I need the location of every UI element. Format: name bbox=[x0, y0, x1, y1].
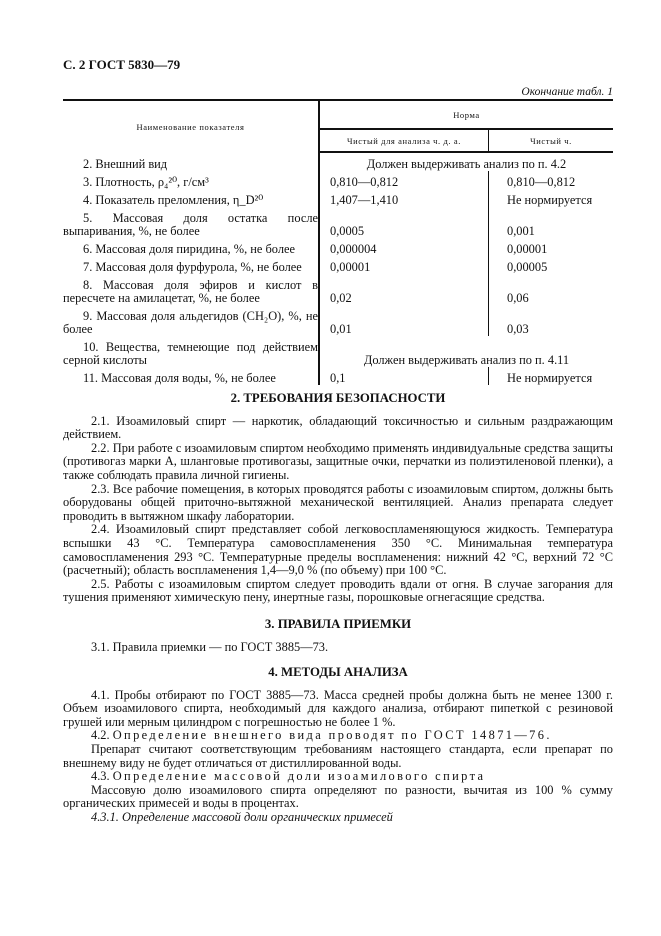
row-value-a: 0,00001 bbox=[330, 260, 371, 274]
row-value-b: 0,00001 bbox=[489, 238, 614, 256]
col-a-header: Чистый для анализа ч. д. а. bbox=[319, 129, 489, 152]
paragraph: 2.1. Изоамиловый спирт — наркотик, обладающий токсичностью и сильным раздражающим действием. bbox=[63, 413, 613, 442]
row-value-b: 0,001 bbox=[489, 207, 614, 238]
row-value-b: Не нормируется bbox=[489, 367, 614, 385]
paragraph: Массовую долю изоамилового спирта определяют по разности, вычитая из 100 % сумму органических примесей и воды в процентах. bbox=[63, 782, 613, 811]
row-value-a: 0,1 bbox=[330, 371, 346, 385]
row-value-b: Не нормируется bbox=[489, 189, 614, 207]
row-value-a: 1,407—1,410 bbox=[330, 193, 399, 207]
row-merged-value: Должен выдерживать анализ по п. 4.2 bbox=[366, 157, 567, 171]
row-value-a: 0,0005 bbox=[330, 224, 365, 238]
table-row bbox=[63, 152, 613, 171]
row-value-b: 0,03 bbox=[489, 305, 614, 336]
row-name-text: 10. Вещества, темнеющие под действием серной кислоты bbox=[63, 340, 318, 367]
table-row bbox=[63, 256, 613, 274]
row-name bbox=[63, 274, 319, 305]
row-name-text: 11. Массовая доля воды, %, не более bbox=[83, 371, 276, 385]
table-row bbox=[63, 336, 613, 367]
paragraph bbox=[63, 729, 613, 743]
row-name-text: 2. Внешний вид bbox=[83, 157, 168, 171]
paragraph: 2.5. Работы с изоамиловым спиртом следует проводить вдали от огня. В случае загорания для тушения применяют химическую пену, инертные газы, порошковые огнегасящие средства. bbox=[63, 576, 613, 605]
col-b-header: Чистый ч. bbox=[489, 129, 614, 152]
table-row bbox=[63, 305, 613, 336]
row-value-b: 0,06 bbox=[489, 274, 614, 305]
row-name bbox=[63, 367, 319, 385]
paragraph: 2.2. При работе с изоамиловым спиртом необходимо применять индивидуальные средства защиты (противогаз марки А, шланговые противогазы, защитные очки, перчатки из полиэтиленовой пленки), а также соблюдать правила личной гигиены. bbox=[63, 440, 613, 482]
paragraph: 2.4. Изоамиловый спирт представляет собой легковоспламеняющуюся жидкость. Температура вспышки 43 °С. Температура самовоспламенения 350 °С. Минимальная температура самовоспламенения 293 °С. Температурные пределы воспламенения: нижний 42 °С, верхний 72 °С (расчетный); область воспламенения 1,4—9,0 % (по объему) при 100 °С. bbox=[63, 522, 613, 578]
row-value-a: 0,810—0,812 bbox=[330, 175, 399, 189]
table-caption: Окончание табл. 1 bbox=[521, 86, 613, 98]
row-name-text: 8. Массовая доля эфиров и кислот в пересчете на амилацетат, %, не более bbox=[63, 278, 318, 305]
row-name-text: 9. Массовая доля альдегидов (CH₂O), %, не более bbox=[63, 309, 318, 336]
paragraph bbox=[63, 770, 613, 784]
spaced-text: Определение массовой доли изоамилового спирта bbox=[112, 769, 486, 784]
row-name bbox=[63, 171, 319, 189]
paragraph: 3.1. Правила приемки — по ГОСТ 3885—73. bbox=[91, 639, 329, 654]
paragraph: 4.1. Пробы отбирают по ГОСТ 3885—73. Масса средней пробы должна быть не менее 1300 г. Объем изоамилового спирта, необходимый для каждого анализа, отбирают пипеткой с резиновой грушей или мерным цилиндром с погрешностью не более 1 %. bbox=[63, 687, 613, 729]
specs-table bbox=[63, 99, 613, 385]
col-norm-header: Норма bbox=[319, 100, 613, 129]
row-name-text: 4. Показатель преломления, η_D²⁰ bbox=[83, 193, 264, 207]
row-value-a: 0,01 bbox=[330, 322, 352, 336]
row-name-text: 6. Массовая доля пиридина, %, не более bbox=[83, 242, 296, 256]
row-name bbox=[63, 256, 319, 274]
paragraph: 2.3. Все рабочие помещения, в которых проводятся работы с изоамиловым спиртом, должны быть оборудованы общей приточно-вытяжной механической вентиляцией. Анализ препарата следует проводить в вытяжном шкафу лаборатории. bbox=[63, 481, 613, 523]
row-name bbox=[63, 207, 319, 238]
table-row bbox=[63, 207, 613, 238]
table-row bbox=[63, 171, 613, 189]
row-value-b: 0,810—0,812 bbox=[489, 171, 614, 189]
row-name bbox=[63, 336, 319, 367]
section-3-title: 3. ПРАВИЛА ПРИЕМКИ bbox=[264, 616, 412, 631]
section-4-title: 4. МЕТОДЫ АНАЛИЗА bbox=[268, 665, 408, 680]
table-row bbox=[63, 189, 613, 207]
table-row bbox=[63, 367, 613, 385]
clause-number: 4.3. bbox=[91, 769, 110, 784]
row-value-a: 0,000004 bbox=[330, 242, 377, 256]
row-value-a: 0,02 bbox=[330, 291, 352, 305]
paragraph: 4.3.1. Определение массовой доли органических примесей bbox=[91, 810, 393, 825]
row-name-text: 7. Массовая доля фурфурола, %, не более bbox=[83, 260, 302, 274]
spaced-text: Определение внешнего вида проводят по ГОСТ 14871—76. bbox=[112, 728, 552, 743]
paragraph: Препарат считают соответствующим требованиям настоящего стандарта, если препарат по внешнему виду не будет отличаться от дистиллированной воды. bbox=[63, 742, 613, 770]
page-header: С. 2 ГОСТ 5830—79 bbox=[63, 57, 181, 72]
row-name-text: 5. Массовая доля остатка после выпаривания, %, не более bbox=[63, 211, 318, 238]
table-row bbox=[63, 238, 613, 256]
row-name bbox=[63, 238, 319, 256]
row-merged-value: Должен выдерживать анализ по п. 4.11 bbox=[363, 353, 570, 367]
clause-number: 4.2. bbox=[91, 728, 110, 743]
row-name bbox=[63, 305, 319, 336]
col-name-header: Наименование показателя bbox=[63, 100, 319, 152]
row-value-b: 0,00005 bbox=[489, 256, 614, 274]
row-name-text: 3. Плотность, ρ₄²⁰, г/см³ bbox=[83, 175, 209, 189]
table-row bbox=[63, 274, 613, 305]
row-name bbox=[63, 152, 319, 171]
document-body bbox=[63, 392, 613, 825]
row-name bbox=[63, 189, 319, 207]
section-2-title: 2. ТРЕБОВАНИЯ БЕЗОПАСНОСТИ bbox=[230, 391, 446, 405]
